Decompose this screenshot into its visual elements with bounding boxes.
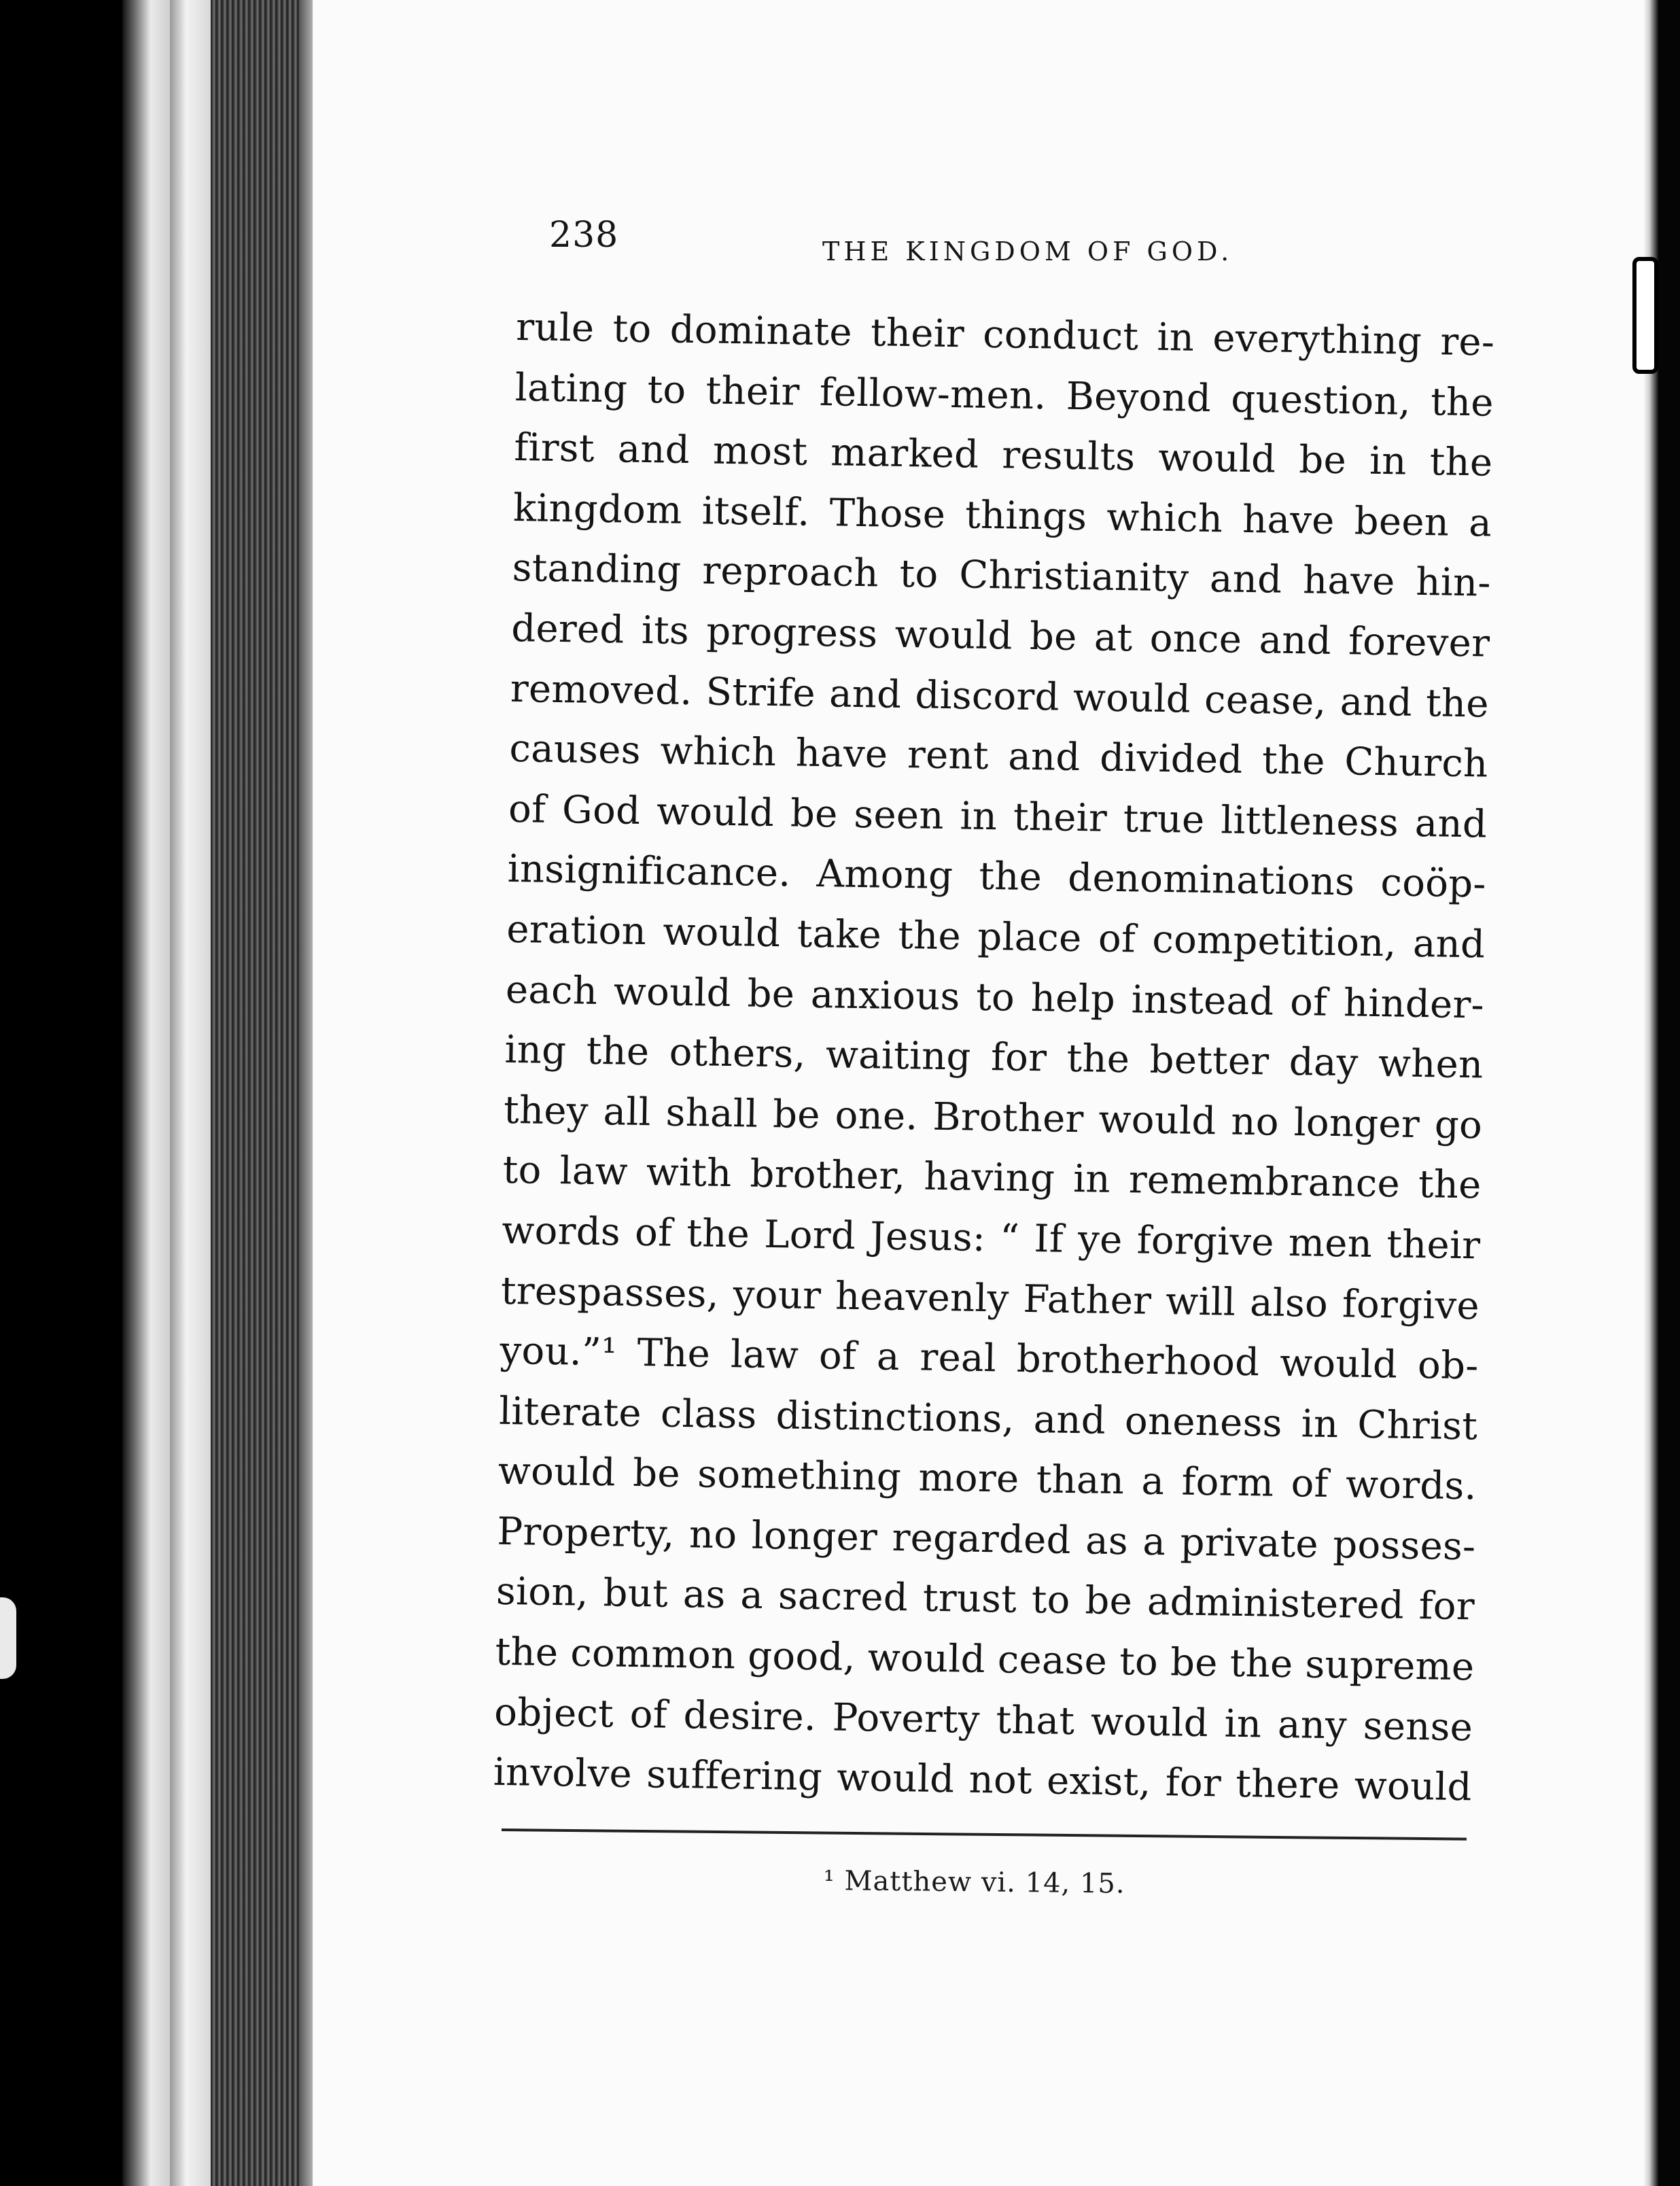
body-text: [493, 298, 1495, 1818]
text-line: first and most marked results would be in the: [514, 426, 1493, 485]
text-line: would be something more than a form of words.: [497, 1449, 1477, 1509]
page-number: 238: [549, 215, 619, 256]
text-line: object of desire. Poverty that would in any sense: [493, 1690, 1473, 1750]
text-line: words of the Lord Jesus: “ If ye forgive men their: [501, 1208, 1481, 1268]
text-line: Property, no longer regarded as a private posses-: [496, 1509, 1476, 1569]
text-line: causes which have rent and divided the Church: [509, 727, 1488, 786]
running-head: THE KINGDOM OF GOD.: [822, 237, 1233, 266]
book-edge: [122, 0, 170, 2186]
text-line: of God would be seen in their true littleness and: [508, 786, 1488, 847]
text-line: rule to dominate their conduct in everything re-: [515, 305, 1495, 365]
text-line: to law with brother, having in remembrance the: [502, 1148, 1482, 1208]
text-line: each would be anxious to help instead of hinder-: [505, 967, 1485, 1028]
scan-artifact: [0, 1597, 16, 1679]
page-edge: [170, 0, 211, 2186]
text-line: lating to their fellow-men. Beyond question, the: [514, 365, 1494, 426]
text-line: dered its progress would be at once and forever: [510, 606, 1490, 666]
text-line: sion, but as a sacred trust to be administered for: [495, 1569, 1475, 1629]
text-line: they all shall be one. Brother would no longer go: [503, 1088, 1483, 1148]
text-line: you.”¹ The law of a real brotherhood would ob-: [500, 1328, 1479, 1389]
page-clip-mark: [1632, 257, 1658, 374]
text-line: standing reproach to Christianity and have hin-: [512, 546, 1492, 606]
text-line: involve suffering would not exist, for there would: [493, 1750, 1473, 1810]
text-line: literate class distinctions, and oneness in Christ: [498, 1389, 1478, 1449]
text-line: insignificance. Among the denominations coöp-: [507, 847, 1487, 907]
page-stack-edges: [211, 0, 299, 2186]
footnote: ¹ Matthew vi. 14, 15.: [823, 1865, 1125, 1900]
scan-border: [1658, 0, 1680, 2186]
text-line: the common good, would cease to be the supreme: [495, 1629, 1475, 1690]
text-line: trespasses, your heavenly Father will also forgive: [500, 1268, 1480, 1328]
text-line: removed. Strife and discord would cease, and the: [510, 666, 1490, 727]
text-line: ing the others, waiting for the better day when: [504, 1027, 1484, 1088]
text-line: kingdom itself. Those things which have been a: [512, 485, 1492, 546]
text-line: eration would take the place of competition, and: [506, 907, 1486, 967]
